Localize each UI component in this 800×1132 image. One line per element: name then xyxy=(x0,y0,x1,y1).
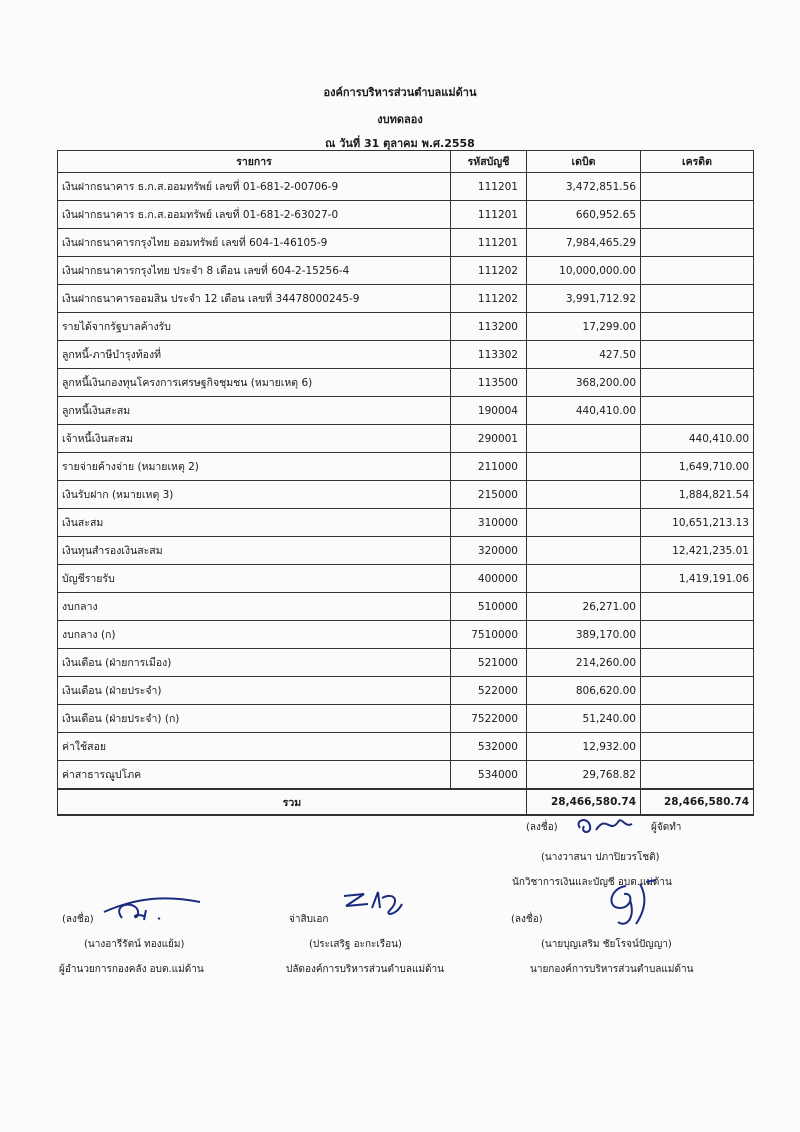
org-title: องค์การบริหารส่วนตำบลแม่ด้าน xyxy=(323,86,477,99)
total-label: รวม xyxy=(58,789,527,815)
table-row xyxy=(58,649,754,677)
row-debit: 806,620.00 xyxy=(527,677,641,705)
total-credit: 28,466,580.74 xyxy=(641,789,754,815)
row-description: ค่าสาธารณูปโภค xyxy=(58,761,451,790)
row-credit xyxy=(641,649,754,677)
row-debit xyxy=(527,509,641,537)
row-account-code: 190004 xyxy=(451,397,527,425)
table-row xyxy=(58,369,754,397)
row-credit xyxy=(641,593,754,621)
finance-sign-label: (ลงชื่อ) xyxy=(62,914,94,925)
row-debit xyxy=(527,481,641,509)
row-debit: 10,000,000.00 xyxy=(527,257,641,285)
row-account-code: 320000 xyxy=(451,537,527,565)
row-credit xyxy=(641,229,754,257)
table-row xyxy=(58,481,754,509)
col-header-debit: เดบิต xyxy=(527,151,641,173)
preparer-signature-mark xyxy=(572,808,652,838)
table-row xyxy=(58,621,754,649)
row-description: เงินฝากธนาคารกรุงไทย ประจำ 8 เดือน เลขที่ 604-2-15256-4 xyxy=(58,257,451,285)
row-debit: 12,932.00 xyxy=(527,733,641,761)
row-debit: 51,240.00 xyxy=(527,705,641,733)
mayor-sign-label: (ลงชื่อ) xyxy=(511,914,543,925)
row-account-code: 400000 xyxy=(451,565,527,593)
table-body xyxy=(58,173,754,790)
row-credit xyxy=(641,341,754,369)
row-description: เงินฝากธนาคาร ธ.ก.ส.ออมทรัพย์ เลขที่ 01-681-2-63027-0 xyxy=(58,201,451,229)
total-debit: 28,466,580.74 xyxy=(527,789,641,815)
deputy-rank: จ่าสิบเอก xyxy=(289,914,329,925)
mayor-signature-mark xyxy=(596,878,666,934)
table-row xyxy=(58,313,754,341)
row-account-code: 290001 xyxy=(451,425,527,453)
row-account-code: 310000 xyxy=(451,509,527,537)
preparer-role: ผู้จัดทำ xyxy=(651,822,682,833)
document-date: ณ วันที่ 31 ตุลาคม พ.ศ.2558 xyxy=(325,137,475,150)
table-row xyxy=(58,677,754,705)
row-account-code: 111201 xyxy=(451,173,527,201)
row-debit xyxy=(527,565,641,593)
row-description: เงินฝากธนาคาร ธ.ก.ส.ออมทรัพย์ เลขที่ 01-681-2-00706-9 xyxy=(58,173,451,201)
row-debit: 214,260.00 xyxy=(527,649,641,677)
row-account-code: 522000 xyxy=(451,677,527,705)
row-credit xyxy=(641,201,754,229)
row-account-code: 111202 xyxy=(451,285,527,313)
row-debit: 368,200.00 xyxy=(527,369,641,397)
row-account-code: 211000 xyxy=(451,453,527,481)
table-row xyxy=(58,733,754,761)
row-description: งบกลาง xyxy=(58,593,451,621)
row-description: ลูกหนี้-ภาษีบำรุงท้องที่ xyxy=(58,341,451,369)
table-row xyxy=(58,453,754,481)
row-credit: 1,649,710.00 xyxy=(641,453,754,481)
row-debit: 29,768.82 xyxy=(527,761,641,790)
row-description: ลูกหนี้เงินสะสม xyxy=(58,397,451,425)
row-account-code: 111202 xyxy=(451,257,527,285)
row-account-code: 113302 xyxy=(451,341,527,369)
table-row xyxy=(58,537,754,565)
row-description: ค่าใช้สอย xyxy=(58,733,451,761)
col-header-account-code: รหัสบัญชี xyxy=(451,151,527,173)
table-row xyxy=(58,257,754,285)
row-description: เงินรับฝาก (หมายเหตุ 3) xyxy=(58,481,451,509)
row-credit xyxy=(641,621,754,649)
row-debit: 7,984,465.29 xyxy=(527,229,641,257)
row-description: เงินเดือน (ฝ่ายประจำ) xyxy=(58,677,451,705)
document-title: งบทดลอง xyxy=(377,113,423,126)
row-account-code: 532000 xyxy=(451,733,527,761)
row-description: งบกลาง (ก) xyxy=(58,621,451,649)
row-account-code: 7510000 xyxy=(451,621,527,649)
trial-balance-table xyxy=(57,150,754,816)
row-description: รายจ่ายค้างจ่าย (หมายเหตุ 2) xyxy=(58,453,451,481)
row-description: เงินทุนสำรองเงินสะสม xyxy=(58,537,451,565)
preparer-position: นักวิชาการเงินและบัญชี อบต.แม่ด้าน xyxy=(512,877,672,888)
row-debit: 3,991,712.92 xyxy=(527,285,641,313)
preparer-name: (นางวาสนา ปภาปิยวรโชติ) xyxy=(541,852,660,863)
row-debit: 427.50 xyxy=(527,341,641,369)
row-credit: 10,651,213.13 xyxy=(641,509,754,537)
finance-signature-mark xyxy=(100,892,210,928)
mayor-position: นายกองค์การบริหารส่วนตำบลแม่ด้าน xyxy=(530,964,694,975)
row-credit xyxy=(641,369,754,397)
row-description: เงินฝากธนาคารออมสิน ประจำ 12 เดือน เลขที่ 34478000245-9 xyxy=(58,285,451,313)
table-row xyxy=(58,593,754,621)
mayor-name: (นายบุญเสริม ชัยโรจน์ปัญญา) xyxy=(541,939,672,950)
row-account-code: 510000 xyxy=(451,593,527,621)
row-debit xyxy=(527,425,641,453)
table-row xyxy=(58,761,754,790)
table-row xyxy=(58,173,754,201)
row-account-code: 113200 xyxy=(451,313,527,341)
row-debit: 17,299.00 xyxy=(527,313,641,341)
table-row xyxy=(58,397,754,425)
row-credit: 12,421,235.01 xyxy=(641,537,754,565)
row-credit xyxy=(641,397,754,425)
table-row xyxy=(58,425,754,453)
row-debit: 389,170.00 xyxy=(527,621,641,649)
table-row xyxy=(58,565,754,593)
row-credit xyxy=(641,257,754,285)
row-debit: 3,472,851.56 xyxy=(527,173,641,201)
row-description: เงินเดือน (ฝ่ายประจำ) (ก) xyxy=(58,705,451,733)
row-credit xyxy=(641,173,754,201)
row-credit: 1,884,821.54 xyxy=(641,481,754,509)
row-credit: 1,419,191.06 xyxy=(641,565,754,593)
row-debit: 660,952.65 xyxy=(527,201,641,229)
table-row xyxy=(58,509,754,537)
row-credit: 440,410.00 xyxy=(641,425,754,453)
preparer-sign-label: (ลงชื่อ) xyxy=(526,822,558,833)
finance-position: ผู้อำนวยการกองคลัง อบต.แม่ด้าน xyxy=(59,964,204,975)
row-debit xyxy=(527,453,641,481)
row-credit xyxy=(641,705,754,733)
row-debit: 440,410.00 xyxy=(527,397,641,425)
row-description: บัญชีรายรับ xyxy=(58,565,451,593)
row-description: รายได้จากรัฐบาลค้างรับ xyxy=(58,313,451,341)
table-row xyxy=(58,285,754,313)
row-account-code: 521000 xyxy=(451,649,527,677)
deputy-name: (ประเสริฐ อะกะเรือน) xyxy=(309,939,402,950)
table-row xyxy=(58,229,754,257)
row-description: เงินฝากธนาคารกรุงไทย ออมทรัพย์ เลขที่ 604-1-46105-9 xyxy=(58,229,451,257)
row-account-code: 215000 xyxy=(451,481,527,509)
row-account-code: 111201 xyxy=(451,201,527,229)
row-description: เงินเดือน (ฝ่ายการเมือง) xyxy=(58,649,451,677)
row-description: ลูกหนี้เงินกองทุนโครงการเศรษฐกิจชุมชน (หมายเหตุ 6) xyxy=(58,369,451,397)
row-description: เงินสะสม xyxy=(58,509,451,537)
row-account-code: 534000 xyxy=(451,761,527,790)
row-credit xyxy=(641,761,754,790)
col-header-description: รายการ xyxy=(58,151,451,173)
finance-name: (นางอารีรัตน์ ทองแย้ม) xyxy=(84,939,185,950)
row-description: เจ้าหนี้เงินสะสม xyxy=(58,425,451,453)
row-account-code: 111201 xyxy=(451,229,527,257)
table-row xyxy=(58,341,754,369)
row-credit xyxy=(641,313,754,341)
table-header-row xyxy=(58,151,754,173)
row-account-code: 113500 xyxy=(451,369,527,397)
col-header-credit: เครดิต xyxy=(641,151,754,173)
row-credit xyxy=(641,285,754,313)
row-debit xyxy=(527,537,641,565)
row-debit: 26,271.00 xyxy=(527,593,641,621)
table-row xyxy=(58,705,754,733)
row-account-code: 7522000 xyxy=(451,705,527,733)
table-row xyxy=(58,201,754,229)
row-credit xyxy=(641,733,754,761)
deputy-position: ปลัดองค์การบริหารส่วนตำบลแม่ด้าน xyxy=(286,964,445,975)
row-credit xyxy=(641,677,754,705)
deputy-signature-mark xyxy=(338,886,408,920)
